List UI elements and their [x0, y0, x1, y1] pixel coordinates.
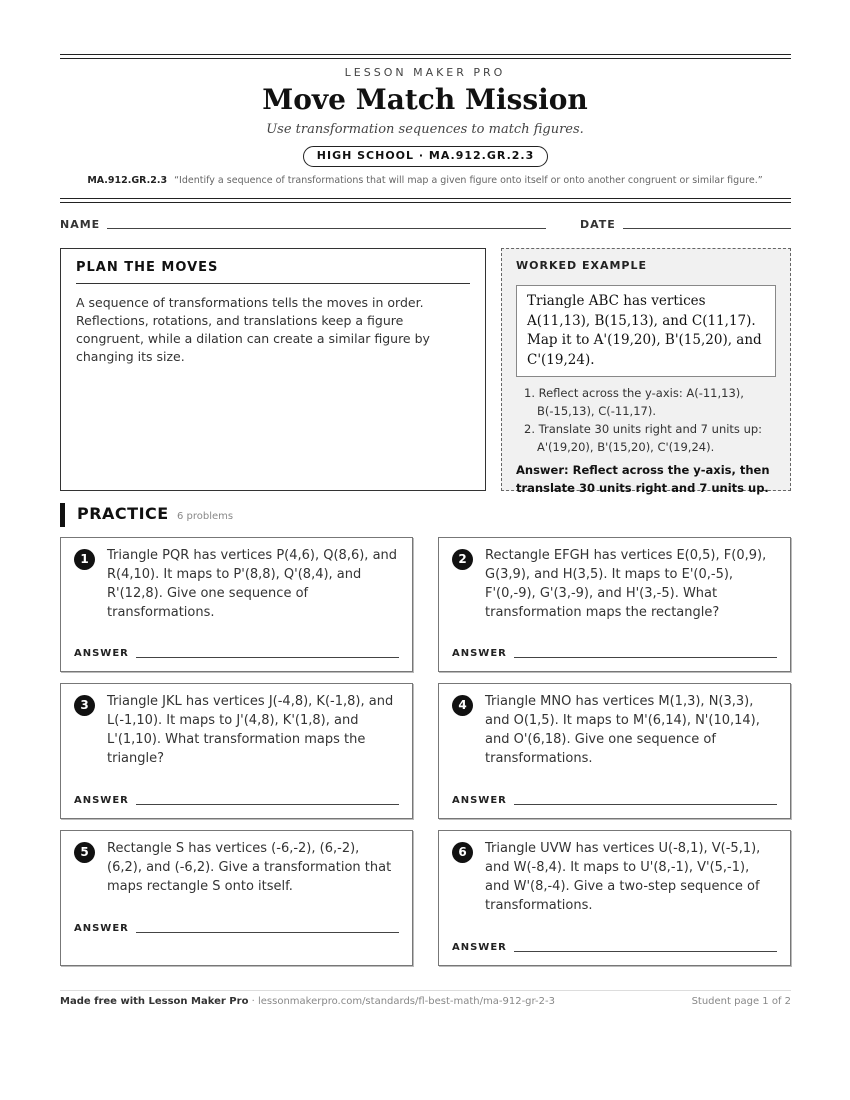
answer-field[interactable] — [514, 657, 777, 658]
answer-label: ANSWER — [74, 648, 129, 659]
date-field[interactable] — [623, 228, 791, 229]
standard-description — [0, 175, 850, 186]
answer-label: ANSWER — [452, 942, 507, 953]
problem-text: Triangle MNO has vertices M(1,3), N(3,3), and O(1,5). It maps to M'(6,14), N'(10,14), and O'(6,18). Give one sequence of transformations. — [485, 694, 760, 766]
standard-code: MA.912.GR.2.3 — [87, 175, 168, 186]
footer-made-with: Made free with Lesson Maker Pro — [60, 996, 249, 1007]
problem-number: 6 — [452, 842, 473, 863]
header-rule-bottom-2 — [60, 202, 791, 203]
problem-number: 2 — [452, 549, 473, 570]
footer-url[interactable]: · lessonmakerpro.com/standards/fl-best-math/ma-912-gr-2-3 — [248, 996, 555, 1007]
answer-label: ANSWER — [452, 648, 507, 659]
header-rule-bottom — [60, 198, 791, 199]
problem-text: Triangle UVW has vertices U(-8,1), V(-5,1), and W(-8,4). It maps to U'(8,-1), V'(5,-1), and W'(8,-4). Give a two-step sequence of transformations. — [485, 841, 761, 913]
footer-credit — [60, 996, 555, 1007]
problem-number: 5 — [74, 842, 95, 863]
problem-card-2 — [438, 537, 791, 672]
problem-text: Triangle JKL has vertices J(-4,8), K(-1,8), and L(-1,10). It maps to J'(4,8), K'(1,8), and L'(1,10). What transformation maps the triangle? — [107, 694, 394, 766]
worked-example-problem: Triangle ABC has vertices A(11,13), B(15,13), and C(11,17). Map it to A'(19,20), B'(15,20), and C'(19,24). — [516, 285, 776, 377]
problem-card-4 — [438, 683, 791, 819]
header-rule-top — [60, 54, 791, 55]
problem-text: Rectangle S has vertices (-6,-2), (6,-2), (6,2), and (-6,2). Give a transformation that maps rectangle S onto itself. — [107, 841, 392, 894]
problem-card-6 — [438, 830, 791, 966]
problem-card-1 — [60, 537, 413, 672]
problem-text: Triangle PQR has vertices P(4,6), Q(8,6), and R(4,10). It maps to P'(8,8), Q'(8,4), and R'(12,8). Give one sequence of transformations. — [107, 548, 398, 620]
footer-divider — [60, 990, 791, 991]
problem-card-3 — [60, 683, 413, 819]
plan-title: PLAN THE MOVES — [76, 260, 470, 284]
answer-label: ANSWER — [74, 923, 129, 934]
header-rule-top-2 — [60, 58, 791, 59]
problem-number: 1 — [74, 549, 95, 570]
answer-field[interactable] — [514, 804, 777, 805]
worked-example-step: 2. Translate 30 units right and 7 units up: A'(19,20), B'(15,20), C'(19,24). — [524, 422, 763, 454]
answer-label: ANSWER — [74, 795, 129, 806]
answer-field[interactable] — [136, 657, 399, 658]
name-field[interactable] — [107, 228, 546, 229]
page-subtitle: Use transformation sequences to match figures. — [266, 122, 584, 137]
problem-number: 3 — [74, 695, 95, 716]
page-title: Move Match Mission — [262, 83, 588, 116]
practice-count: 6 problems — [177, 511, 234, 522]
practice-title: PRACTICE — [77, 504, 169, 523]
worked-example-title: WORKED EXAMPLE — [516, 259, 647, 272]
worked-example-box — [501, 248, 791, 495]
answer-field[interactable] — [136, 932, 399, 933]
practice-accent-bar — [60, 503, 65, 527]
footer-page-number: Student page 1 of 2 — [691, 996, 791, 1007]
answer-field[interactable] — [514, 951, 777, 952]
date-label: DATE — [580, 218, 616, 231]
worked-example-steps — [524, 384, 776, 456]
worked-example-step: 1. Reflect across the y-axis: A(-11,13), B(-15,13), C(-11,17). — [524, 386, 744, 418]
answer-field[interactable] — [136, 804, 399, 805]
plan-box — [60, 248, 486, 491]
standard-text: “Identify a sequence of transformations that will map a given figure onto itself or onto another congruent or similar figure.” — [174, 175, 763, 186]
brand-name: LESSON MAKER PRO — [344, 66, 506, 79]
problem-card-5 — [60, 830, 413, 966]
plan-body: A sequence of transformations tells the moves in order. Reflections, rotations, and translations keep a figure congruent, while a dilation can create a similar figure by changing its size. — [76, 295, 430, 364]
problem-text: Rectangle EFGH has vertices E(0,5), F(0,9), G(3,9), and H(3,5). It maps to E'(0,-5), F'(0,-9), G'(3,-9), and H'(3,-5). What transformation maps the rectangle? — [485, 548, 767, 620]
level-badge: HIGH SCHOOL · MA.912.GR.2.3 — [303, 146, 548, 167]
worked-example-answer: Answer: Reflect across the y-axis, then translate 30 units right and 7 units up. — [516, 463, 770, 495]
answer-label: ANSWER — [452, 795, 507, 806]
name-label: NAME — [60, 218, 101, 231]
problem-number: 4 — [452, 695, 473, 716]
